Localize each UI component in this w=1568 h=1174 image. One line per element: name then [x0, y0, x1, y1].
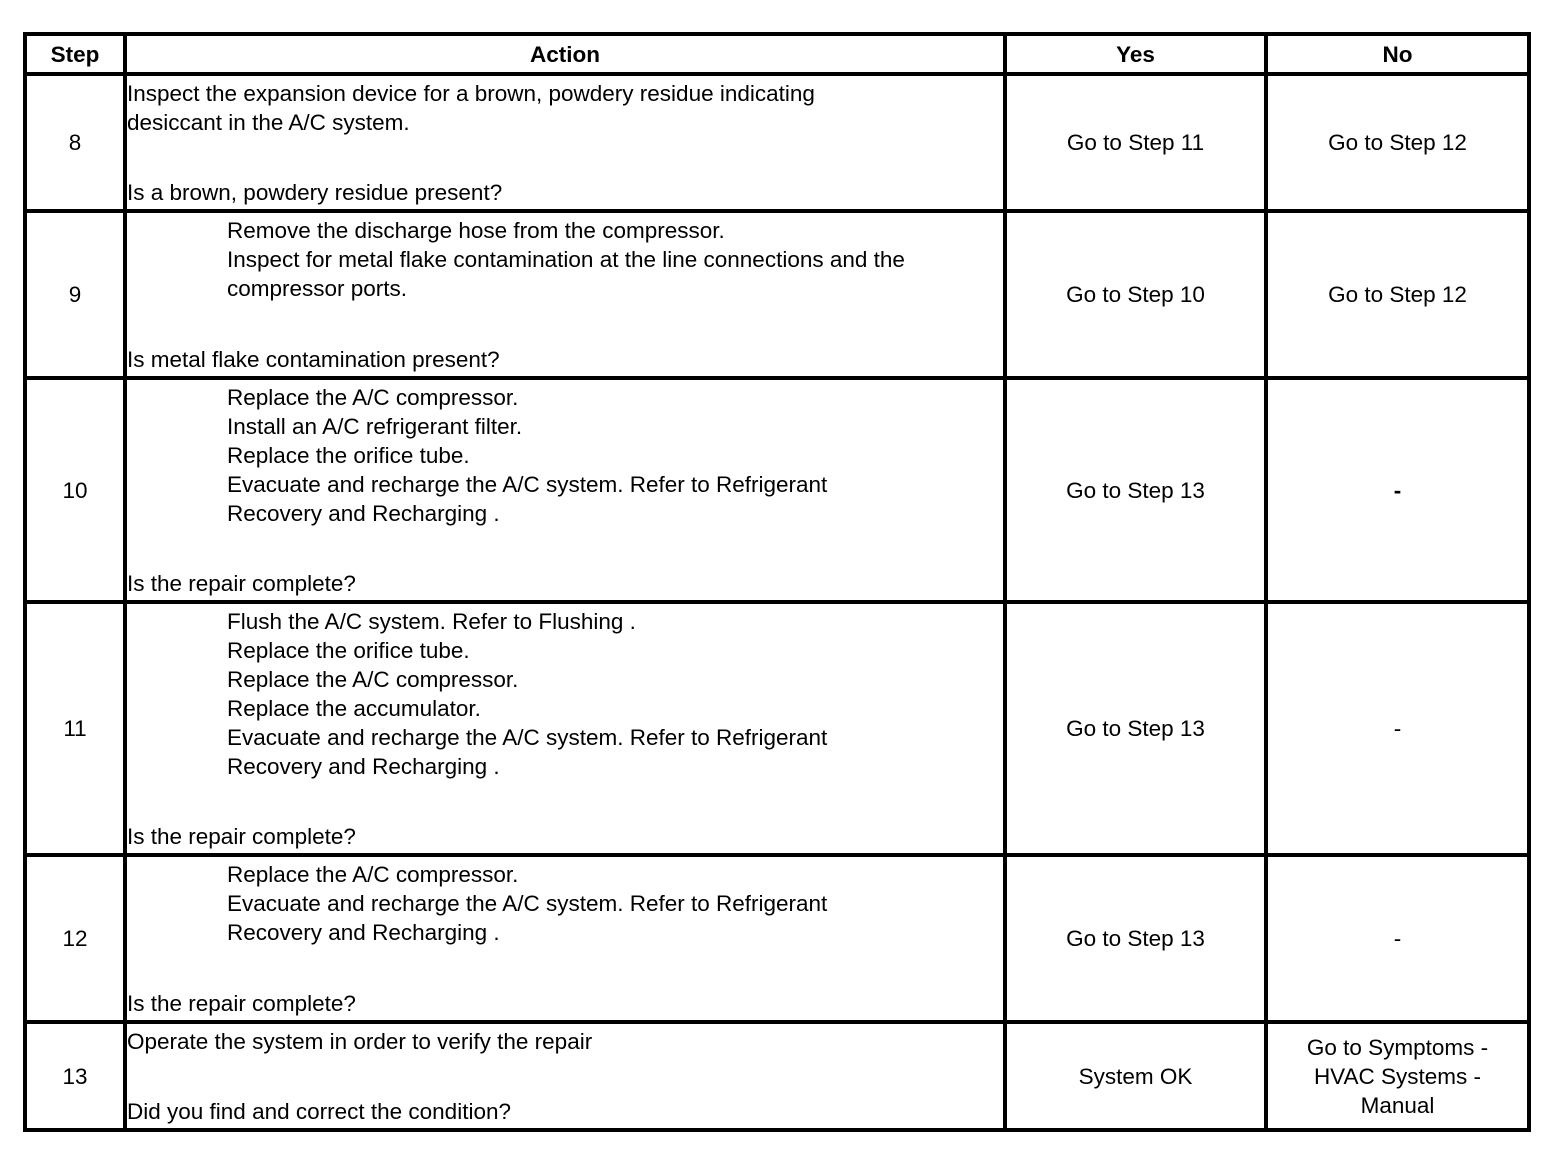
action-line: compressor ports.: [227, 276, 408, 301]
action-question: Is the repair complete?: [127, 991, 356, 1016]
action-line: Replace the orifice tube.: [227, 443, 470, 468]
yes-result: Go to Step 11: [1005, 74, 1266, 211]
no-result-line: Manual: [1360, 1092, 1435, 1118]
action-question: Is the repair complete?: [127, 824, 356, 849]
action-line: Recovery and Recharging .: [227, 920, 500, 945]
no-result-line: HVAC Systems -: [1313, 1063, 1482, 1089]
no-result: [1266, 1022, 1529, 1130]
yes-result: Go to Step 10: [1005, 211, 1266, 378]
table-row: [25, 1022, 1529, 1130]
action-line: Operate the system in order to verify the repair: [127, 1029, 593, 1054]
header-row: [25, 34, 1529, 74]
yes-result: System OK: [1005, 1022, 1266, 1130]
action-cell: [125, 378, 1005, 602]
header-no: No: [1266, 34, 1529, 74]
action-steps: [127, 1027, 1003, 1056]
action-line: Remove the discharge hose from the compressor.: [227, 218, 725, 243]
action-line: Install an A/C refrigerant filter.: [227, 414, 523, 439]
no-result: -: [1266, 378, 1529, 602]
header-yes: Yes: [1005, 34, 1266, 74]
action-steps: [127, 79, 1003, 137]
action-line: Replace the A/C compressor.: [227, 862, 519, 887]
action-cell: [125, 602, 1005, 855]
no-result: Go to Step 12: [1266, 211, 1529, 378]
action-steps: [127, 383, 1003, 528]
action-cell: [125, 855, 1005, 1022]
action-line: Evacuate and recharge the A/C system. Refer to Refrigerant: [227, 725, 828, 750]
action-question: Is a brown, powdery residue present?: [127, 180, 503, 205]
step-number: 13: [25, 1022, 125, 1130]
action-question: Did you find and correct the condition?: [127, 1099, 511, 1124]
step-number: 9: [25, 211, 125, 378]
action-steps: [127, 860, 1003, 947]
action-cell: [125, 211, 1005, 378]
no-result: Go to Step 12: [1266, 74, 1529, 211]
diagnostic-table: [23, 32, 1531, 1132]
table-row: [25, 602, 1529, 855]
step-number: 10: [25, 378, 125, 602]
action-line: Replace the A/C compressor.: [227, 667, 519, 692]
action-line: Replace the orifice tube.: [227, 638, 470, 663]
action-line: Replace the accumulator.: [227, 696, 481, 721]
action-question: Is metal flake contamination present?: [127, 347, 500, 372]
table-row: [25, 378, 1529, 602]
action-line: Flush the A/C system. Refer to Flushing .: [227, 609, 636, 634]
action-steps: [127, 216, 1003, 303]
yes-result: Go to Step 13: [1005, 602, 1266, 855]
action-cell: [125, 74, 1005, 211]
action-line: Inspect for metal flake contamination at the line connections and the: [227, 247, 905, 272]
no-result: -: [1266, 855, 1529, 1022]
action-line: Evacuate and recharge the A/C system. Refer to Refrigerant: [227, 472, 828, 497]
yes-result: Go to Step 13: [1005, 855, 1266, 1022]
step-number: 12: [25, 855, 125, 1022]
action-cell: [125, 1022, 1005, 1130]
action-line: Evacuate and recharge the A/C system. Refer to Refrigerant: [227, 891, 828, 916]
no-result: -: [1266, 602, 1529, 855]
step-number: 8: [25, 74, 125, 211]
step-number: 11: [25, 602, 125, 855]
action-line: Replace the A/C compressor.: [227, 385, 519, 410]
table-row: [25, 211, 1529, 378]
header-action: Action: [125, 34, 1005, 74]
action-line: Recovery and Recharging .: [227, 501, 500, 526]
table-row: [25, 74, 1529, 211]
action-steps: [127, 607, 1003, 781]
action-line: Recovery and Recharging .: [227, 754, 500, 779]
no-result-line: Go to Symptoms -: [1306, 1034, 1489, 1060]
yes-result: Go to Step 13: [1005, 378, 1266, 602]
action-line: Inspect the expansion device for a brown, powdery residue indicating: [127, 81, 815, 106]
action-question: Is the repair complete?: [127, 571, 356, 596]
action-line: desiccant in the A/C system.: [127, 110, 410, 135]
header-step: Step: [25, 34, 125, 74]
table-row: [25, 855, 1529, 1022]
